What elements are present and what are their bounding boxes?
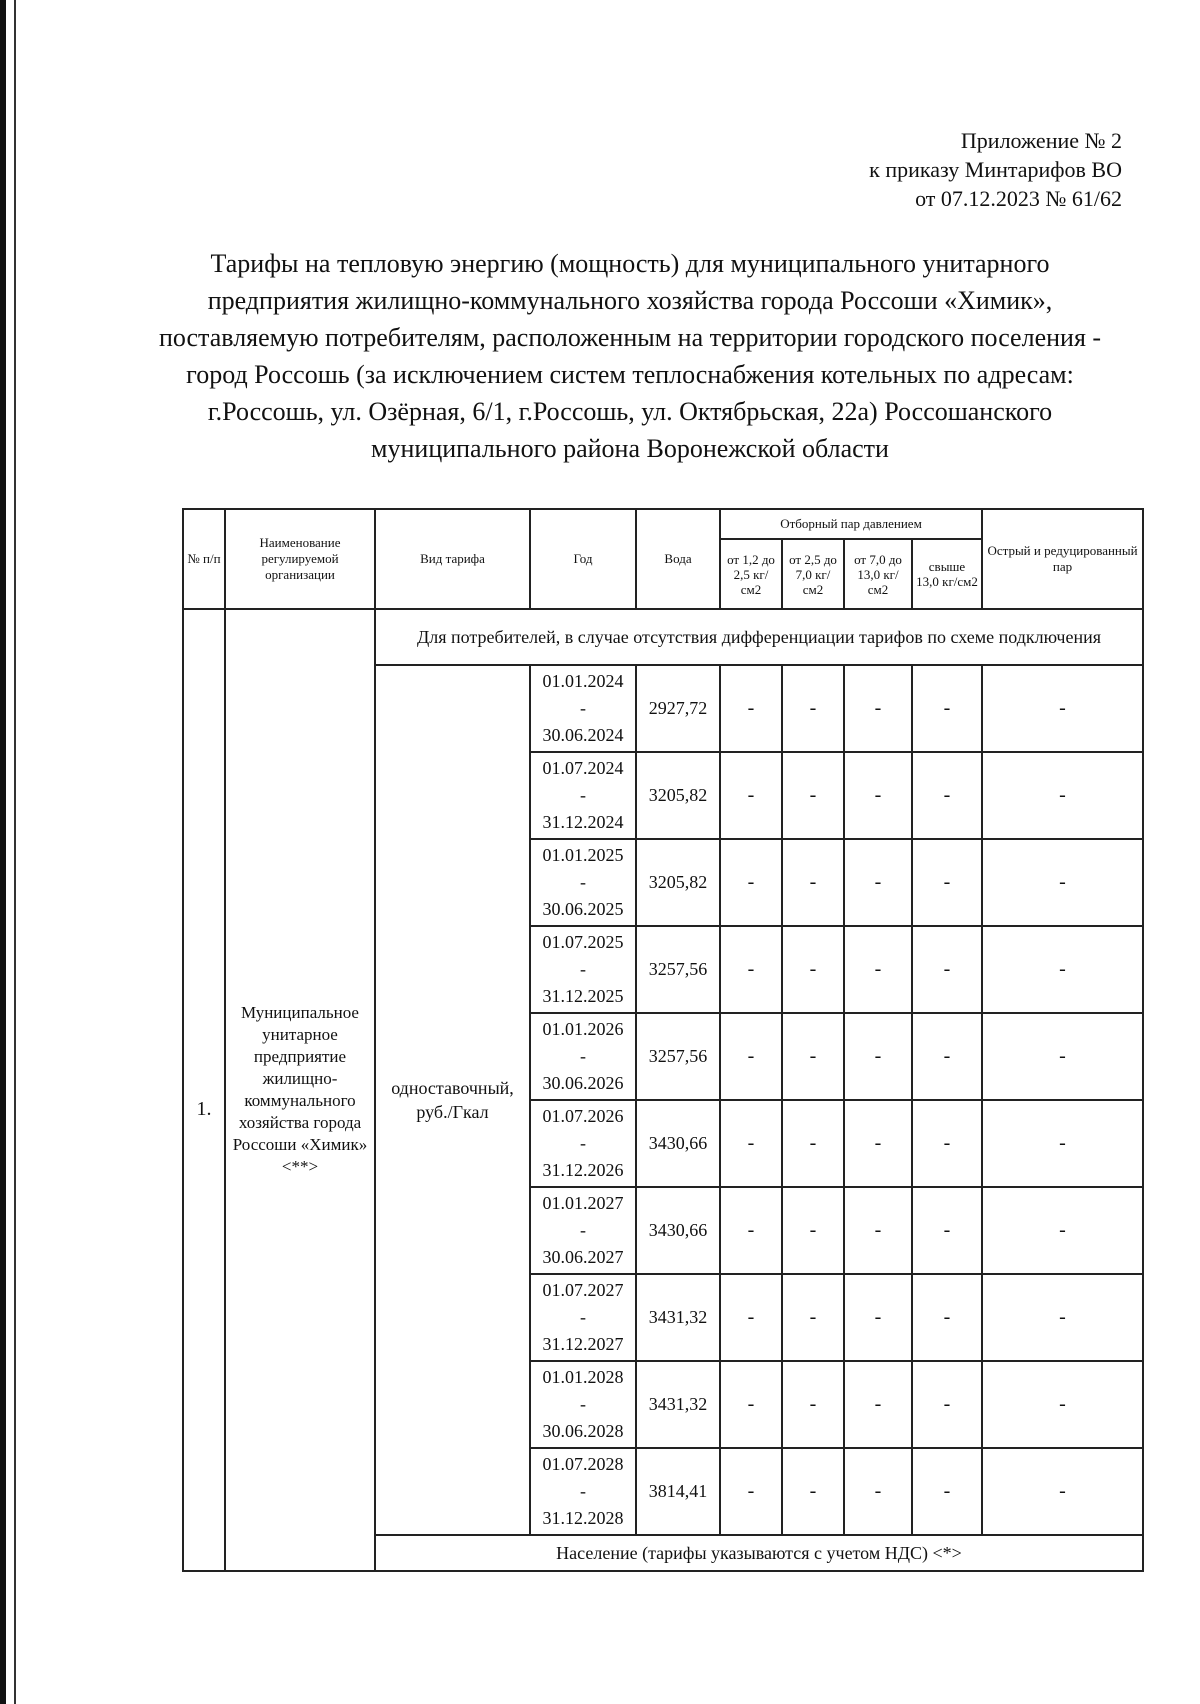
period-to: 31.12.2025 xyxy=(542,986,624,1006)
steam-1-value: - xyxy=(720,926,782,1013)
steam-2-value: - xyxy=(782,1013,844,1100)
period-from: 01.01.2028 xyxy=(542,1367,624,1387)
period-from: 01.07.2028 xyxy=(542,1454,624,1474)
period-separator: - xyxy=(580,698,586,718)
water-tariff: 2927,72 xyxy=(636,665,720,752)
steam-1-value: - xyxy=(720,1361,782,1448)
steam-2-value: - xyxy=(782,752,844,839)
steam-4-value: - xyxy=(912,665,982,752)
table-header xyxy=(183,509,1143,609)
appendix-line-3: от 07.12.2023 № 61/62 xyxy=(915,186,1122,211)
steam-3-value: - xyxy=(844,665,912,752)
water-tariff: 3257,56 xyxy=(636,1013,720,1100)
period-from: 01.07.2024 xyxy=(542,758,624,778)
period-cell xyxy=(530,839,636,926)
header-steam-1: от 1,2 до 2,5 кг/см2 xyxy=(720,539,782,609)
header-steam-group: Отборный пар давлением xyxy=(720,509,982,539)
water-tariff: 3205,82 xyxy=(636,752,720,839)
steam-3-value: - xyxy=(844,1274,912,1361)
appendix-line-2: к приказу Минтарифов ВО xyxy=(869,157,1122,182)
steam-3-value: - xyxy=(844,1361,912,1448)
steam-4-value: - xyxy=(912,1013,982,1100)
header-year: Год xyxy=(530,509,636,609)
tariff-type: одноставочный, руб./Гкал xyxy=(375,665,530,1535)
steam-1-value: - xyxy=(720,839,782,926)
period-to: 31.12.2028 xyxy=(542,1508,624,1528)
steam-1-value: - xyxy=(720,1274,782,1361)
period-to: 31.12.2026 xyxy=(542,1160,624,1180)
steam-4-value: - xyxy=(912,1187,982,1274)
document-title: Тарифы на тепловую энергию (мощность) для муниципального унитарного предприятия жилищно-коммунального хозяйства города Россоши «Химик», поставляемую потребителям, расположенным на территории городского поселения - город Россошь (за исключением систем теплоснабжения котельных по адресам: г.Россошь, ул. Озёрная, 6/1, г.Россошь, ул. Октябрьская, 22а) Россошанского муниципального района Воронежской области xyxy=(158,249,1102,463)
header-steam-2: от 2,5 до 7,0 кг/см2 xyxy=(782,539,844,609)
period-to: 30.06.2025 xyxy=(542,899,624,919)
period-to: 30.06.2027 xyxy=(542,1247,624,1267)
water-tariff: 3814,41 xyxy=(636,1448,720,1535)
period-from: 01.01.2024 xyxy=(542,671,624,691)
header-water: Вода xyxy=(636,509,720,609)
sharp-steam-value: - xyxy=(982,752,1143,839)
steam-4-value: - xyxy=(912,1361,982,1448)
steam-3-value: - xyxy=(844,752,912,839)
water-tariff: 3431,32 xyxy=(636,1361,720,1448)
water-tariff: 3205,82 xyxy=(636,839,720,926)
steam-2-value: - xyxy=(782,665,844,752)
header-sharp-steam: Острый и редуцированный пар xyxy=(982,509,1143,609)
steam-2-value: - xyxy=(782,1100,844,1187)
table-body xyxy=(183,609,1143,1571)
water-tariff: 3431,32 xyxy=(636,1274,720,1361)
sharp-steam-value: - xyxy=(982,1361,1143,1448)
steam-2-value: - xyxy=(782,1187,844,1274)
steam-4-value: - xyxy=(912,926,982,1013)
sharp-steam-value: - xyxy=(982,1448,1143,1535)
period-from: 01.01.2026 xyxy=(542,1019,624,1039)
steam-4-value: - xyxy=(912,752,982,839)
steam-4-value: - xyxy=(912,1448,982,1535)
section-no-differentiation: Для потребителей, в случае отсутствия дифференциации тарифов по схеме подключения xyxy=(375,609,1143,665)
steam-1-value: - xyxy=(720,1100,782,1187)
steam-4-value: - xyxy=(912,1274,982,1361)
period-from: 01.07.2025 xyxy=(542,932,624,952)
steam-1-value: - xyxy=(720,752,782,839)
steam-1-value: - xyxy=(720,1448,782,1535)
steam-3-value: - xyxy=(844,1187,912,1274)
period-from: 01.07.2027 xyxy=(542,1280,624,1300)
steam-4-value: - xyxy=(912,839,982,926)
period-separator: - xyxy=(580,872,586,892)
period-to: 30.06.2024 xyxy=(542,725,624,745)
scan-edge-line xyxy=(14,0,16,1704)
period-separator: - xyxy=(580,1133,586,1153)
period-from: 01.07.2026 xyxy=(542,1106,624,1126)
appendix-reference xyxy=(869,126,1122,213)
period-cell xyxy=(530,926,636,1013)
period-separator: - xyxy=(580,1046,586,1066)
period-from: 01.01.2025 xyxy=(542,845,624,865)
period-cell xyxy=(530,1361,636,1448)
header-org: Наименование регулируемой организации xyxy=(225,509,375,609)
appendix-line-1: Приложение № 2 xyxy=(960,128,1122,153)
period-cell xyxy=(530,752,636,839)
organization-name: Муниципальное унитарное предприятие жилищно-коммунального хозяйства города Россоши «Химик» <**> xyxy=(225,609,375,1571)
header-num: № п/п xyxy=(183,509,225,609)
scan-edge xyxy=(0,0,6,1704)
sharp-steam-value: - xyxy=(982,926,1143,1013)
steam-2-value: - xyxy=(782,1361,844,1448)
steam-2-value: - xyxy=(782,1274,844,1361)
period-to: 31.12.2027 xyxy=(542,1334,624,1354)
period-cell xyxy=(530,1448,636,1535)
sharp-steam-value: - xyxy=(982,1274,1143,1361)
steam-2-value: - xyxy=(782,1448,844,1535)
steam-4-value: - xyxy=(912,1100,982,1187)
sharp-steam-value: - xyxy=(982,839,1143,926)
period-to: 31.12.2024 xyxy=(542,812,624,832)
steam-1-value: - xyxy=(720,1187,782,1274)
header-steam-4: свыше 13,0 кг/см2 xyxy=(912,539,982,609)
water-tariff: 3257,56 xyxy=(636,926,720,1013)
period-separator: - xyxy=(580,1307,586,1327)
sharp-steam-value: - xyxy=(982,1187,1143,1274)
period-separator: - xyxy=(580,959,586,979)
steam-3-value: - xyxy=(844,926,912,1013)
water-tariff: 3430,66 xyxy=(636,1100,720,1187)
period-from: 01.01.2027 xyxy=(542,1193,624,1213)
steam-1-value: - xyxy=(720,665,782,752)
header-type: Вид тарифа xyxy=(375,509,530,609)
period-cell xyxy=(530,1100,636,1187)
sharp-steam-value: - xyxy=(982,665,1143,752)
steam-3-value: - xyxy=(844,1100,912,1187)
period-separator: - xyxy=(580,1220,586,1240)
sharp-steam-value: - xyxy=(982,1013,1143,1100)
period-to: 30.06.2026 xyxy=(542,1073,624,1093)
period-separator: - xyxy=(580,1394,586,1414)
water-tariff: 3430,66 xyxy=(636,1187,720,1274)
period-cell xyxy=(530,1187,636,1274)
steam-3-value: - xyxy=(844,839,912,926)
period-cell xyxy=(530,1274,636,1361)
tariff-table xyxy=(182,508,1144,1572)
period-cell xyxy=(530,1013,636,1100)
period-cell xyxy=(530,665,636,752)
period-to: 30.06.2028 xyxy=(542,1421,624,1441)
sharp-steam-value: - xyxy=(982,1100,1143,1187)
steam-3-value: - xyxy=(844,1013,912,1100)
period-separator: - xyxy=(580,785,586,805)
steam-1-value: - xyxy=(720,1013,782,1100)
steam-2-value: - xyxy=(782,926,844,1013)
header-steam-3: от 7,0 до 13,0 кг/см2 xyxy=(844,539,912,609)
steam-3-value: - xyxy=(844,1448,912,1535)
period-separator: - xyxy=(580,1481,586,1501)
steam-2-value: - xyxy=(782,839,844,926)
row-number: 1. xyxy=(183,609,225,1571)
section-population: Население (тарифы указываются с учетом НДС) <*> xyxy=(375,1535,1143,1571)
